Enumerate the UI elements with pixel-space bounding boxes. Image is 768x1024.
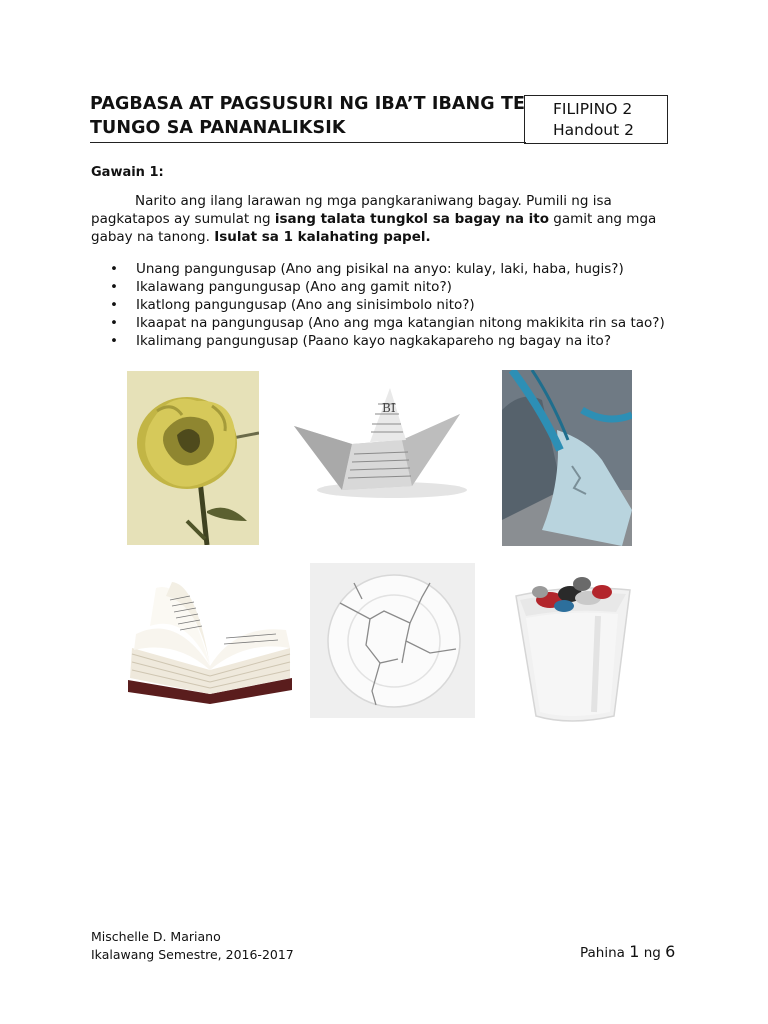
guide-question: • Ikatlong pangungusap (Ano ang sinisimbolo nito?) [110, 296, 665, 314]
activity-heading: Gawain 1: [91, 165, 164, 180]
total-pages: 6 [665, 942, 676, 961]
title-line-2: TUNGO SA PANANALIKSIK [90, 118, 346, 138]
author-name: Mischelle D. Mariano [91, 929, 221, 944]
guide-question-list [110, 260, 665, 350]
footer-info [91, 928, 294, 964]
instruction-text-2: gamit ang mga gabay na tanong. [91, 211, 657, 245]
page-word: Pahina [580, 945, 625, 961]
semester-label: Ikalawang Semestre, 2016-2017 [91, 947, 294, 962]
handout-title [90, 92, 530, 140]
subject-box [524, 95, 668, 144]
guide-question: • Ikalimang pangungusap (Paano kayo nagkakapareho ng bagay na ito? [110, 332, 665, 350]
guide-question: • Ikaapat na pangungusap (Ano ang mga katangian nitong makikita rin sa tao?) [110, 314, 665, 332]
guide-question: • Unang pangungusap (Ano ang pisikal na anyo: kulay, laki, haba, hugis?) [110, 260, 665, 278]
guide-question: • Ikalawang pangungusap (Ano ang gamit nito?) [110, 278, 665, 296]
handout-label: Handout 2 [553, 121, 634, 139]
instruction-bold-1: isang talata tungkol sa bagay na ito [274, 211, 549, 227]
broken-slipper-image [502, 370, 632, 546]
trash-bin-image [510, 566, 634, 724]
title-line-1: PAGBASA AT PAGSUSURI NG IBA’T IBANG TE [90, 94, 526, 114]
open-book-image [126, 574, 294, 708]
dried-rose-image [127, 371, 259, 545]
cracked-plate-image [310, 563, 475, 718]
page-number [580, 942, 675, 961]
current-page: 1 [629, 942, 640, 961]
instruction-bold-2: Isulat sa 1 kalahating papel. [214, 229, 431, 245]
of-word: ng [643, 945, 661, 961]
activity-instructions [91, 192, 681, 246]
paper-boat-image [282, 382, 470, 504]
svg-text:BI: BI [382, 401, 396, 415]
subject-label: FILIPINO 2 [553, 100, 633, 118]
instruction-text-1: Narito ang ilang larawan ng mga pangkaraniwang bagay. Pumili ng isa pagkatapos ay sumulat ng [91, 193, 612, 227]
title-underline [90, 142, 526, 143]
